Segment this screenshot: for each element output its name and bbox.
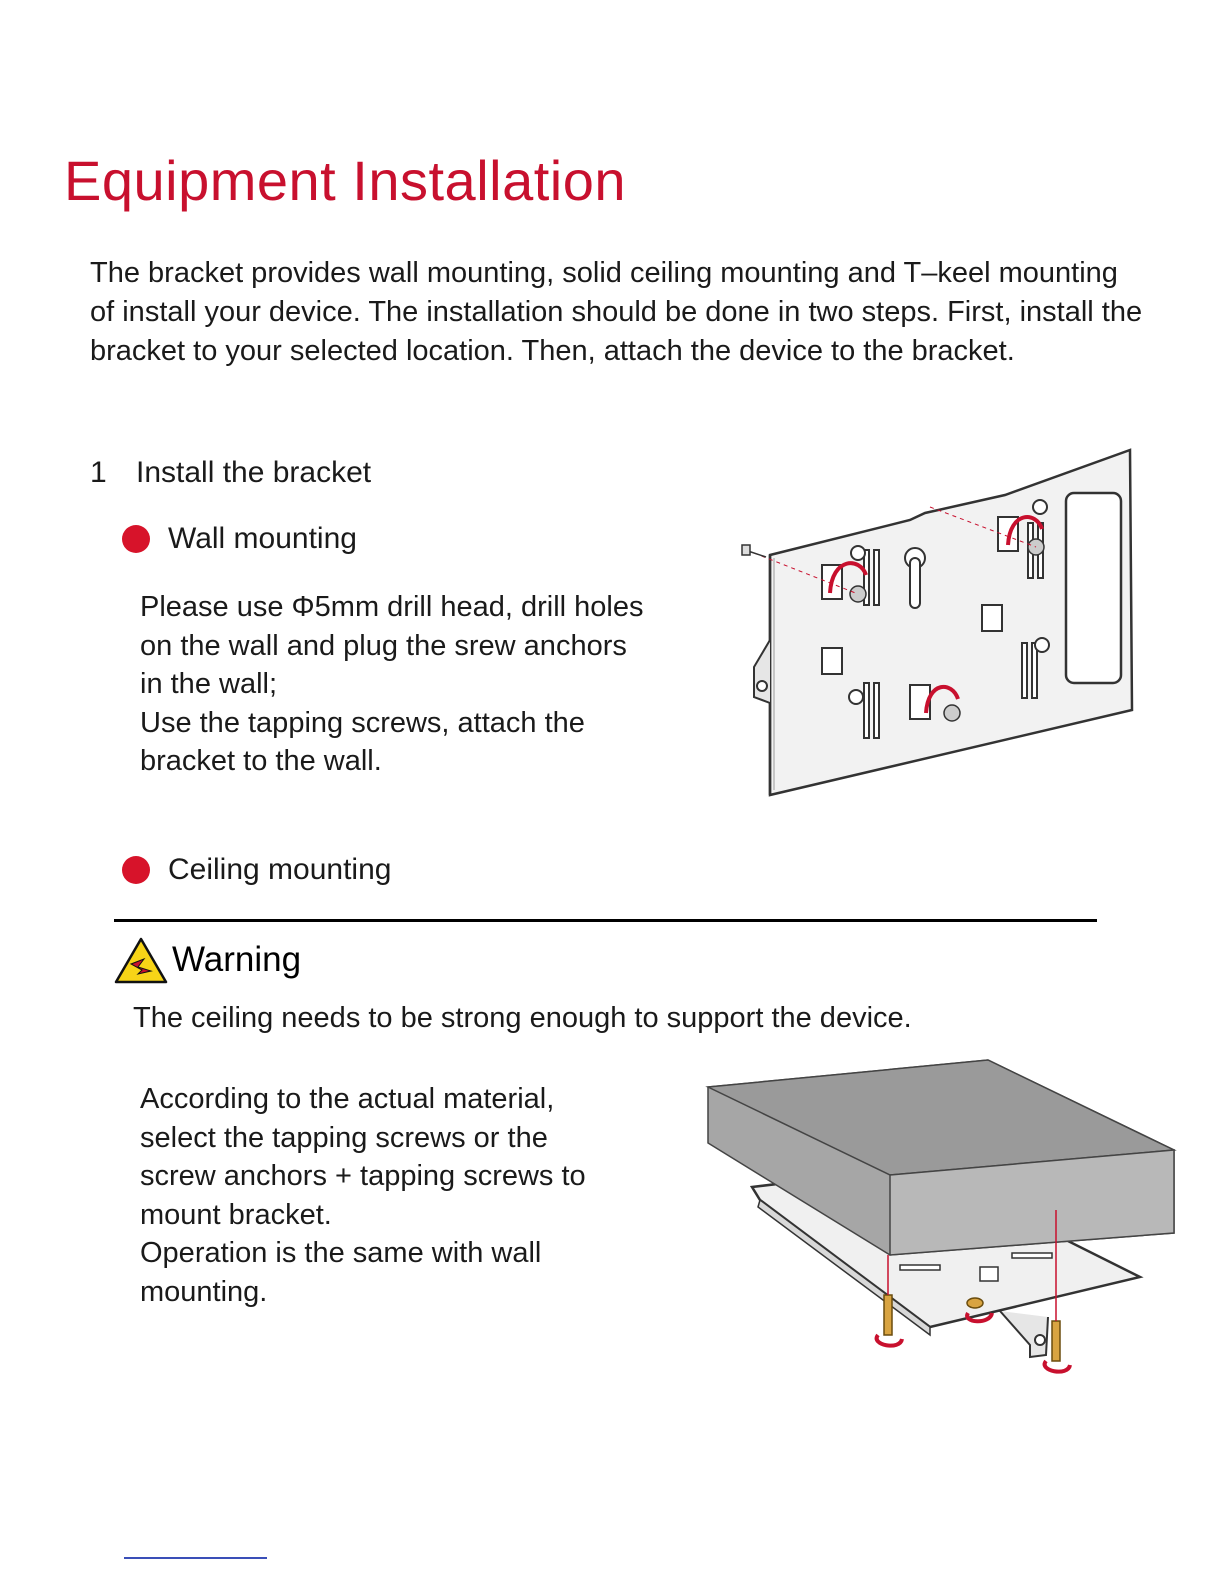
instruction-line: in the wall; bbox=[140, 668, 278, 700]
instruction-line: mounting. bbox=[140, 1275, 268, 1308]
warning-text: The ceiling needs to be strong enough to support the device. bbox=[133, 1002, 912, 1034]
step-label: Install the bracket bbox=[136, 456, 372, 489]
wall-mounting-label: Wall mounting bbox=[168, 522, 357, 555]
warning-header bbox=[114, 936, 301, 984]
page-title: Equipment Installation bbox=[64, 149, 627, 212]
instruction-line: bracket to the wall. bbox=[140, 745, 382, 777]
step-number: 1 bbox=[90, 456, 107, 489]
instruction-line: Please use Φ5mm drill head, drill holes bbox=[140, 591, 644, 623]
instruction-line: select the tapping screws or the bbox=[140, 1121, 548, 1154]
instruction-line: mount bracket. bbox=[140, 1198, 332, 1231]
bullet-dot-icon bbox=[122, 856, 150, 884]
wall-mounting-instructions bbox=[140, 588, 720, 781]
warning-title: Warning bbox=[172, 940, 302, 979]
ceiling-bracket-illustration bbox=[700, 1055, 1180, 1385]
wall-mounting-heading bbox=[122, 522, 357, 556]
ceiling-mounting-label: Ceiling mounting bbox=[168, 853, 392, 886]
warning-triangle-icon bbox=[114, 936, 168, 984]
ceiling-mounting-heading bbox=[122, 853, 391, 887]
instruction-line: According to the actual material, bbox=[140, 1083, 555, 1115]
wall-bracket-illustration bbox=[740, 445, 1140, 805]
instruction-line: on the wall and plug the srew anchors bbox=[140, 629, 627, 662]
instruction-line: Operation is the same with wall bbox=[140, 1237, 542, 1269]
intro-paragraph: The bracket provides wall mounting, solid ceiling mounting and T–keel mounting of install your device. The installation should be done in two steps. First, install the bracket to your selected location. Then, attach the device to the bracket. bbox=[90, 257, 1143, 367]
section-divider bbox=[114, 919, 1097, 922]
instruction-line: screw anchors + tapping screws to bbox=[140, 1160, 586, 1192]
ceiling-mounting-instructions bbox=[140, 1080, 680, 1311]
step-heading bbox=[90, 456, 371, 490]
instruction-line: Use the tapping screws, attach the bbox=[140, 706, 585, 739]
footer-rule bbox=[124, 1557, 267, 1559]
bullet-dot-icon bbox=[122, 525, 150, 553]
